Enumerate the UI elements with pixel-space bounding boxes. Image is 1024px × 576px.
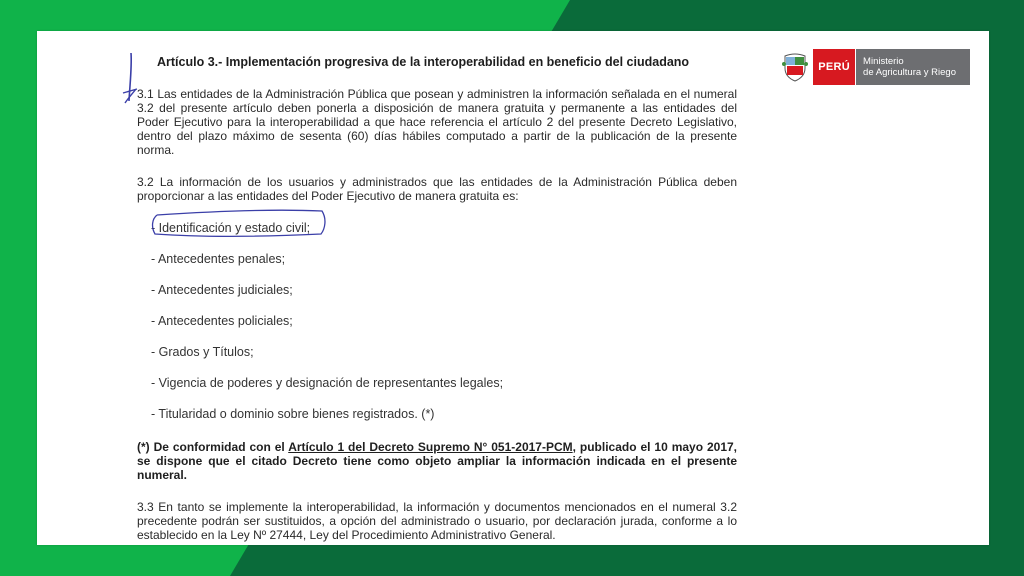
document-page — [137, 51, 737, 542]
decree-reference: Artículo 1 del Decreto Supremo N° 051-2017-PCM — [288, 440, 573, 454]
list-item: - Antecedentes penales; — [151, 252, 286, 266]
pen-arrow-mark — [123, 89, 137, 103]
paragraph-3-2: 3.2 La información de los usuarios y administrados que las entidades de la Administración Pública deben proporcionar a las entidades del Poder Ejecutivo de manera gratuita es: — [137, 175, 737, 203]
pen-vertical-mark — [129, 53, 131, 101]
peru-coat-of-arms-icon — [780, 49, 810, 85]
footnote-prefix: (*) De conformidad con el — [137, 440, 289, 454]
list-item: - Vigencia de poderes y designación de representantes legales; — [151, 376, 504, 390]
list-item: - Antecedentes judiciales; — [151, 283, 293, 297]
footnote — [137, 440, 737, 482]
list-item: - Titularidad o dominio sobre bienes registrados. (*) — [151, 407, 435, 421]
ministry-logo — [780, 49, 970, 85]
slide — [37, 31, 989, 545]
ministry-line-1: Ministerio — [863, 56, 904, 67]
ministry-line-2: de Agricultura y Riego — [863, 67, 956, 78]
information-list — [151, 221, 737, 438]
peru-label: PERÚ — [813, 49, 855, 85]
article-title: Artículo 3.- Implementación progresiva de la interoperabilidad en beneficio del ciudadano — [157, 55, 690, 69]
paragraph-3-1: 3.1 Las entidades de la Administración Pública que posean y administren la información señalada en el numeral 3.2 del presente artículo deben ponerla a disposición de manera gratuita y permanente a las entidades del Poder Ejecutivo para la interoperabilidad a que hace referencia el artículo 2 del presente Decreto Legislativo, dentro del plazo máximo de sesenta (60) días hábiles computado a partir de la publicación de la presente norma. — [137, 87, 737, 157]
list-item: - Identificación y estado civil; — [151, 221, 311, 235]
footnote-suffix: , publicado el 10 mayo 2017, se dispone que el citado Decreto tiene como objeto ampliar la información indicada en el presente numeral. — [137, 440, 737, 482]
ministry-label — [855, 49, 970, 85]
paragraph-3-3: 3.3 En tanto se implemente la interoperabilidad, la información y documentos mencionados en el numeral 3.2 precedente podrán ser sustituidos, a opción del administrado o usuario, por declaración jurada, conforme a lo establecido en la Ley Nº 27444, Ley del Procedimiento Administrativo General. — [137, 500, 737, 542]
list-item: - Grados y Títulos; — [151, 345, 254, 359]
list-item: - Antecedentes policiales; — [151, 314, 293, 328]
